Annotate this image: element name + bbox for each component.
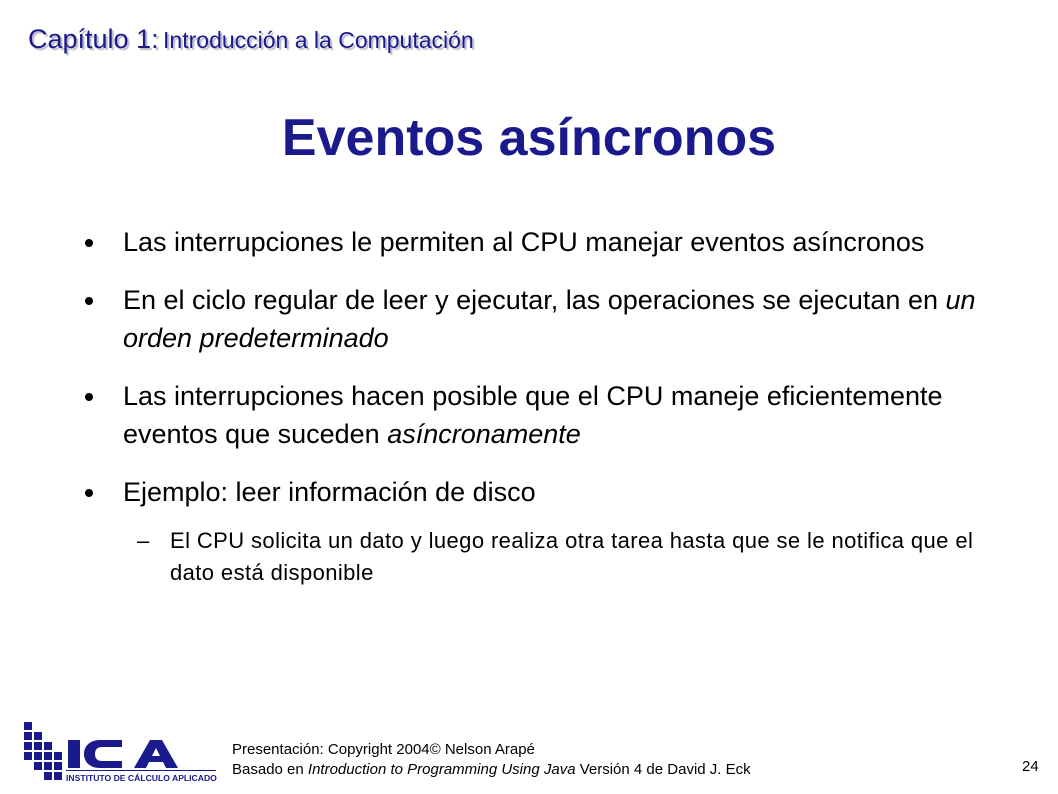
chapter-title: Introducción a la Computación — [163, 27, 474, 53]
chapter-header — [28, 24, 474, 55]
footer-copyright: Presentación: Copyright 2004© Nelson Arapé — [232, 741, 535, 758]
sub-bullet-item — [85, 525, 985, 589]
bullet-text: Las interrupciones hacen posible que el CPU maneje eficientemente eventos que suceden — [123, 381, 943, 449]
footer-source: Basado en Introduction to Programming Using Java Versión 4 de David J. Eck — [232, 761, 751, 778]
bullet-text: En el ciclo regular de leer y ejecutar, las operaciones se ejecutan en — [123, 285, 946, 315]
sub-bullet-text: El CPU solicita un dato y luego realiza otra tarea hasta que se le notifica que el dato está disponible — [170, 528, 974, 585]
bullet-item — [85, 223, 985, 261]
footer-credits — [232, 740, 751, 780]
bullet-emphasis: un orden predeterminado — [123, 285, 976, 353]
book-title: Introduction to Programming Using Java — [307, 761, 576, 778]
svg-text:INSTITUTO DE CÁLCULO APLICADO: INSTITUTO DE CÁLCULO APLICADO — [66, 773, 217, 783]
ica-logo — [22, 720, 220, 788]
bullet-text: Ejemplo: leer información de disco — [123, 477, 536, 507]
bullet-list — [85, 223, 985, 589]
bullet-item — [85, 377, 985, 453]
bullet-text: Las interrupciones le permiten al CPU manejar eventos asíncronos — [123, 227, 925, 257]
sub-bullet-dash: – — [137, 528, 150, 553]
bullet-item — [85, 473, 985, 511]
bullet-dot-icon — [85, 489, 93, 497]
page-number: 24 — [1022, 758, 1039, 775]
bullet-item — [85, 281, 985, 357]
bullet-dot-icon — [85, 239, 93, 247]
slide-title: Eventos asíncronos — [281, 109, 777, 167]
bullet-emphasis: asíncronamente — [387, 419, 581, 449]
bullet-dot-icon — [85, 393, 93, 401]
chapter-label: Capítulo 1: — [28, 24, 159, 54]
bullet-dot-icon — [85, 297, 93, 305]
